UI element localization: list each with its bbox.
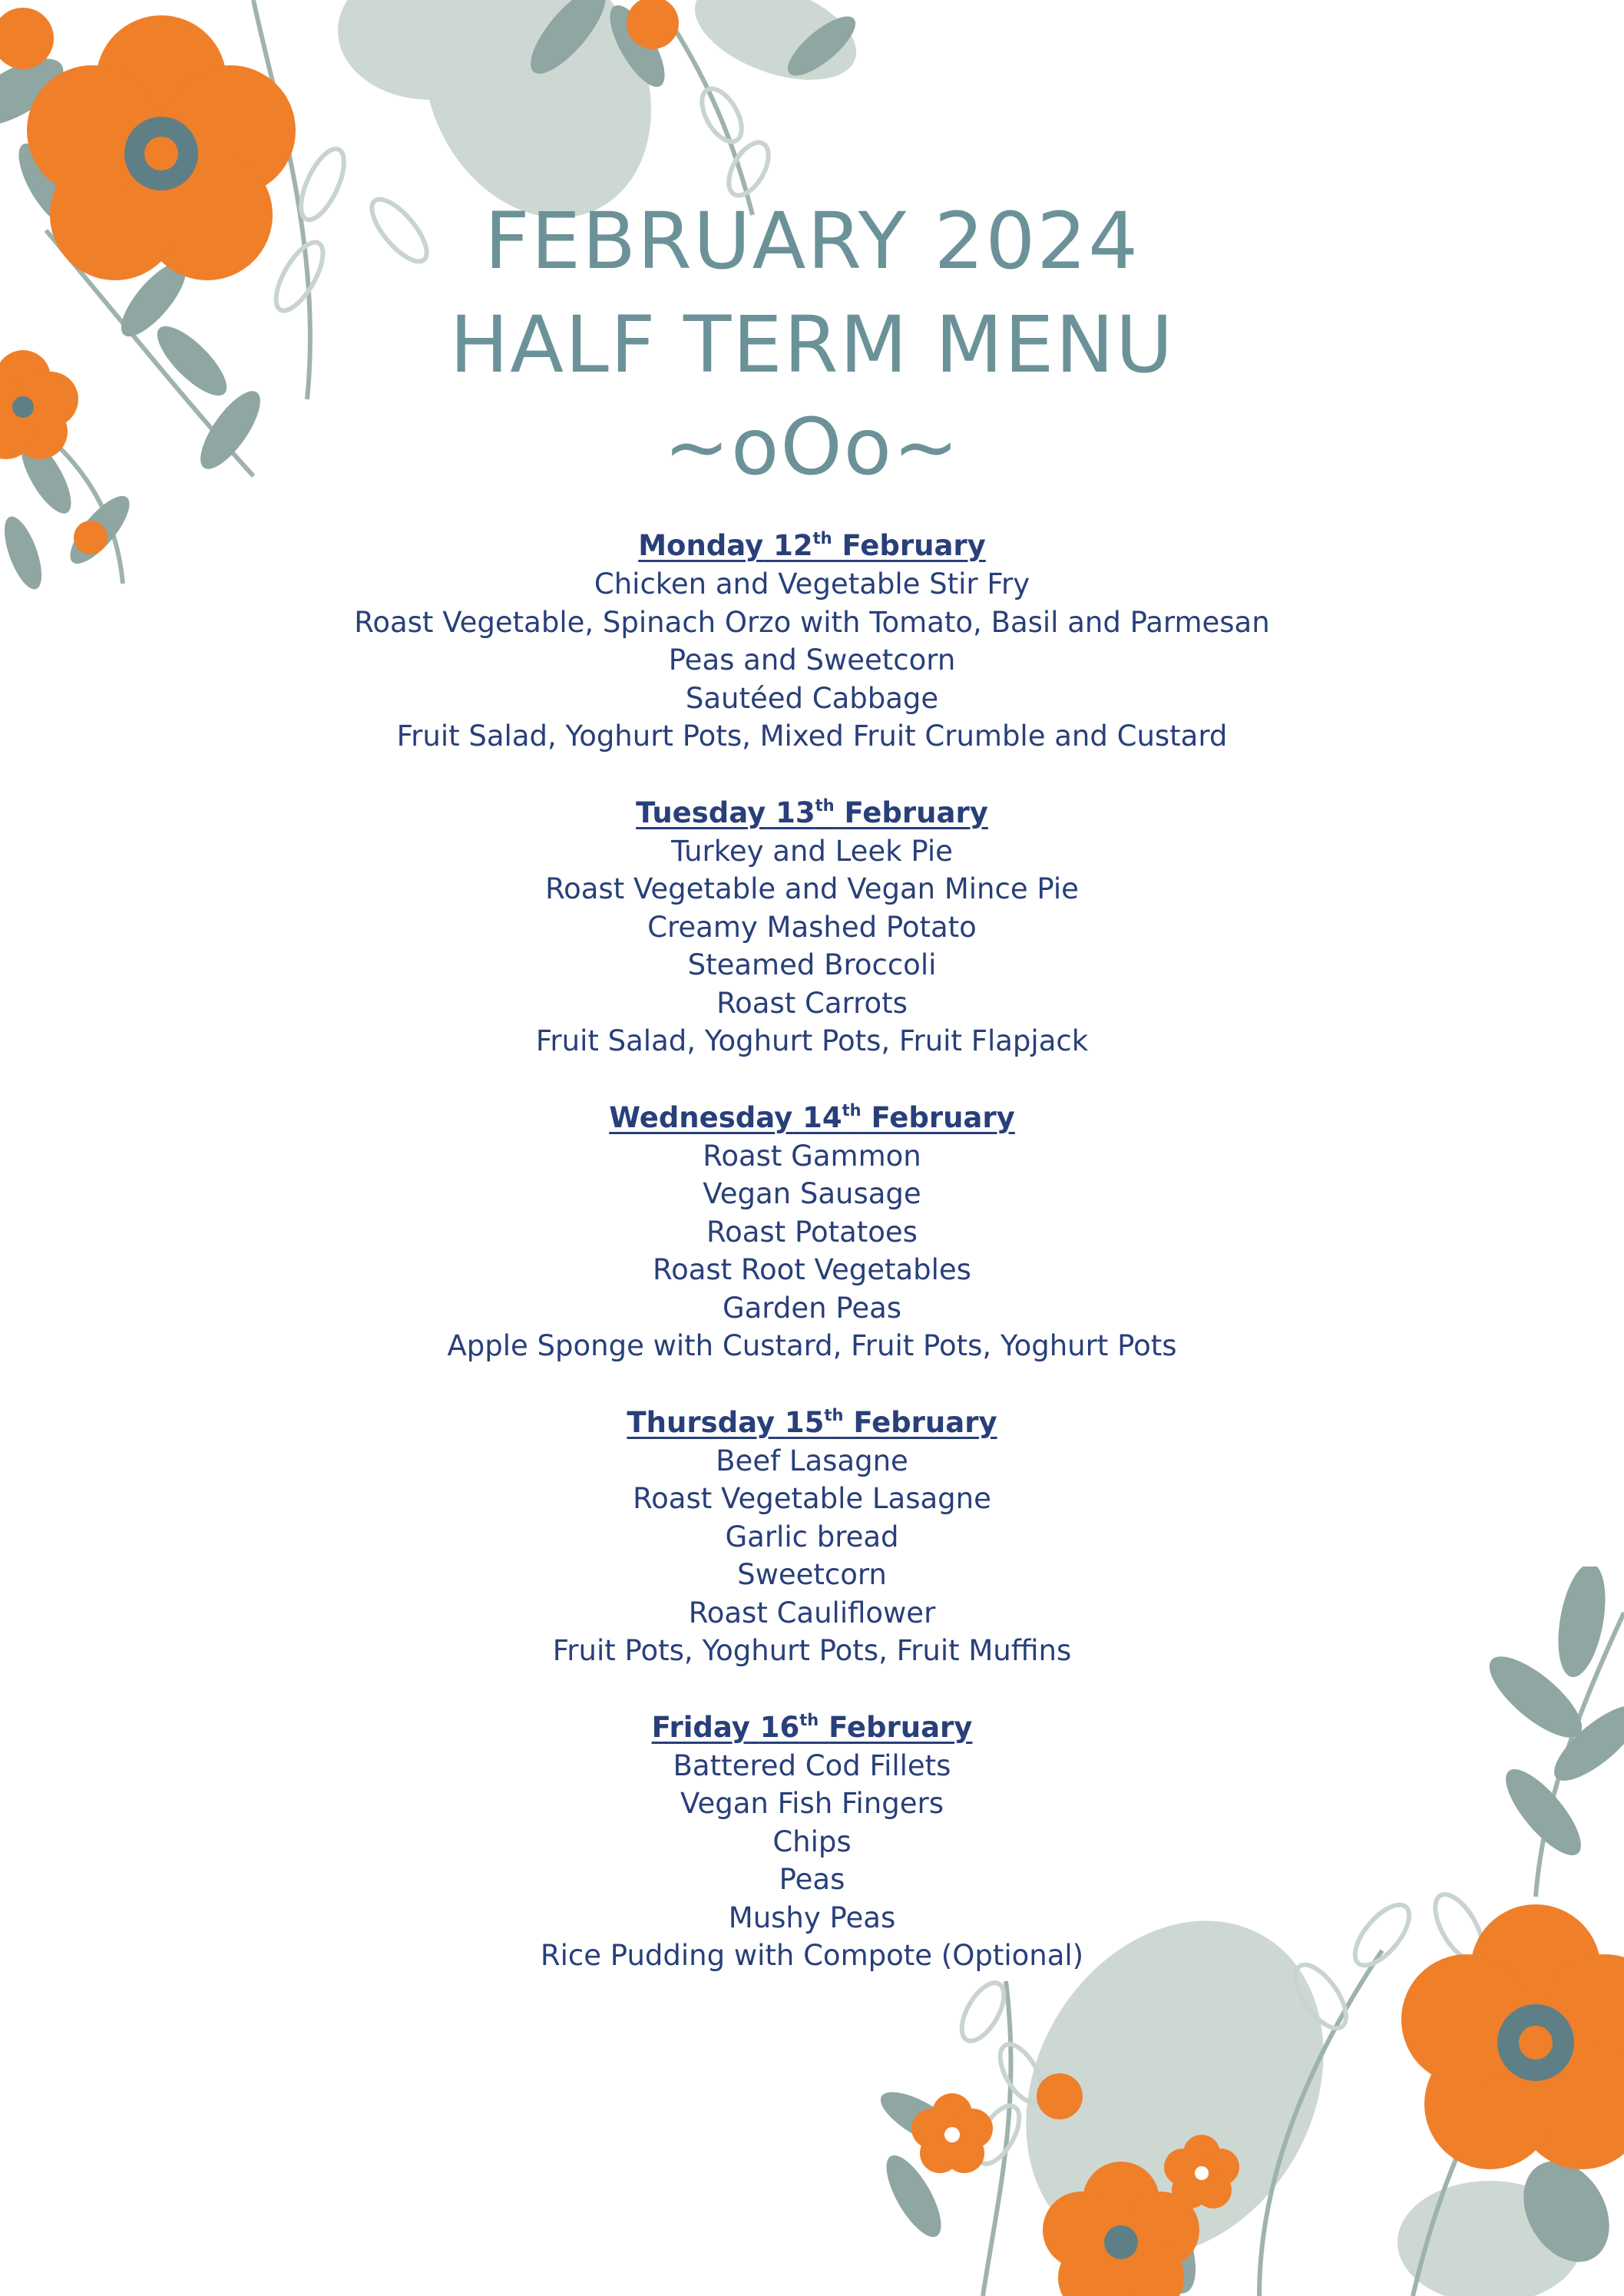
menu-item: Fruit Salad, Yoghurt Pots, Mixed Fruit Crumble and Custard [396, 720, 1228, 753]
menu-item: Garlic bread [725, 1520, 899, 1553]
menu-item: Sautéed Cabbage [685, 681, 939, 715]
day-weekday: Wednesday [609, 1100, 793, 1134]
menu-item: Apple Sponge with Custard, Fruit Pots, Yoghurt Pots [447, 1329, 1177, 1362]
menu-item: Steamed Broccoli [687, 948, 937, 981]
title-line-2: HALF TERM MENU [449, 299, 1175, 391]
day-date: 13 [776, 796, 815, 829]
day-weekday: Thursday [627, 1405, 776, 1439]
day-date: 14 [802, 1100, 842, 1134]
menu-item: Battered Cod Fillets [673, 1748, 951, 1782]
day-month: February [853, 1405, 997, 1439]
menu-item: Fruit Salad, Yoghurt Pots, Fruit Flapjack [535, 1024, 1089, 1057]
day-date-suffix: th [824, 1405, 844, 1424]
day-section-friday [0, 1709, 1624, 1975]
menu-item: Roast Root Vegetables [653, 1253, 971, 1286]
menu-item: Chips [772, 1825, 852, 1858]
day-section-wednesday [0, 1099, 1624, 1365]
day-month: February [829, 1710, 973, 1744]
day-heading [0, 1099, 1624, 1137]
day-heading [0, 527, 1624, 565]
day-month: February [871, 1100, 1015, 1134]
day-weekday: Tuesday [636, 796, 766, 829]
day-section-tuesday [0, 794, 1624, 1060]
menu-item: Roast Gammon [703, 1139, 921, 1173]
day-heading [0, 1709, 1624, 1747]
menu-item: Turkey and Leek Pie [671, 834, 953, 868]
menu-item: Roast Vegetable and Vegan Mince Pie [545, 872, 1079, 905]
day-month: February [844, 796, 988, 829]
title-ornament: ~oOo~ [663, 402, 961, 493]
menu-item: Creamy Mashed Potato [647, 910, 977, 944]
day-date: 16 [759, 1710, 800, 1744]
menu-item: Peas and Sweetcorn [668, 643, 956, 677]
title-line-1: FEBRUARY 2024 [484, 196, 1140, 287]
menu-item: Roast Vegetable Lasagne [633, 1482, 991, 1515]
day-weekday: Monday [638, 529, 764, 562]
menu-item: Roast Potatoes [706, 1215, 918, 1249]
day-date-suffix: th [815, 796, 835, 815]
menu-item: Sweetcorn [737, 1558, 887, 1591]
menu-item: Peas [779, 1863, 845, 1896]
menu-item: Vegan Fish Fingers [680, 1787, 944, 1820]
menu-item: Beef Lasagne [716, 1444, 908, 1477]
menu-item: Roast Vegetable, Spinach Orzo with Tomato, Basil and Parmesan [354, 605, 1270, 639]
day-month: February [842, 529, 986, 562]
day-date-suffix: th [812, 529, 832, 548]
day-section-monday [0, 527, 1624, 756]
menu-item: Roast Carrots [716, 986, 908, 1020]
menu-item: Mushy Peas [728, 1901, 896, 1934]
menu-item: Garden Peas [722, 1291, 902, 1325]
day-date: 12 [773, 529, 813, 562]
menu-item: Vegan Sausage [703, 1177, 921, 1210]
day-section-thursday [0, 1404, 1624, 1670]
menu-item: Chicken and Vegetable Stir Fry [594, 567, 1030, 600]
menu-item: Rice Pudding with Compote (Optional) [540, 1939, 1084, 1972]
day-heading [0, 794, 1624, 832]
day-date-suffix: th [842, 1100, 862, 1120]
day-weekday: Friday [651, 1710, 750, 1744]
menu-item: Roast Cauliflower [688, 1596, 936, 1629]
menu-item: Fruit Pots, Yoghurt Pots, Fruit Muffins [552, 1634, 1072, 1667]
day-date: 15 [784, 1405, 825, 1439]
menu-days [0, 527, 1624, 2013]
day-date-suffix: th [799, 1710, 819, 1729]
day-heading [0, 1404, 1624, 1442]
